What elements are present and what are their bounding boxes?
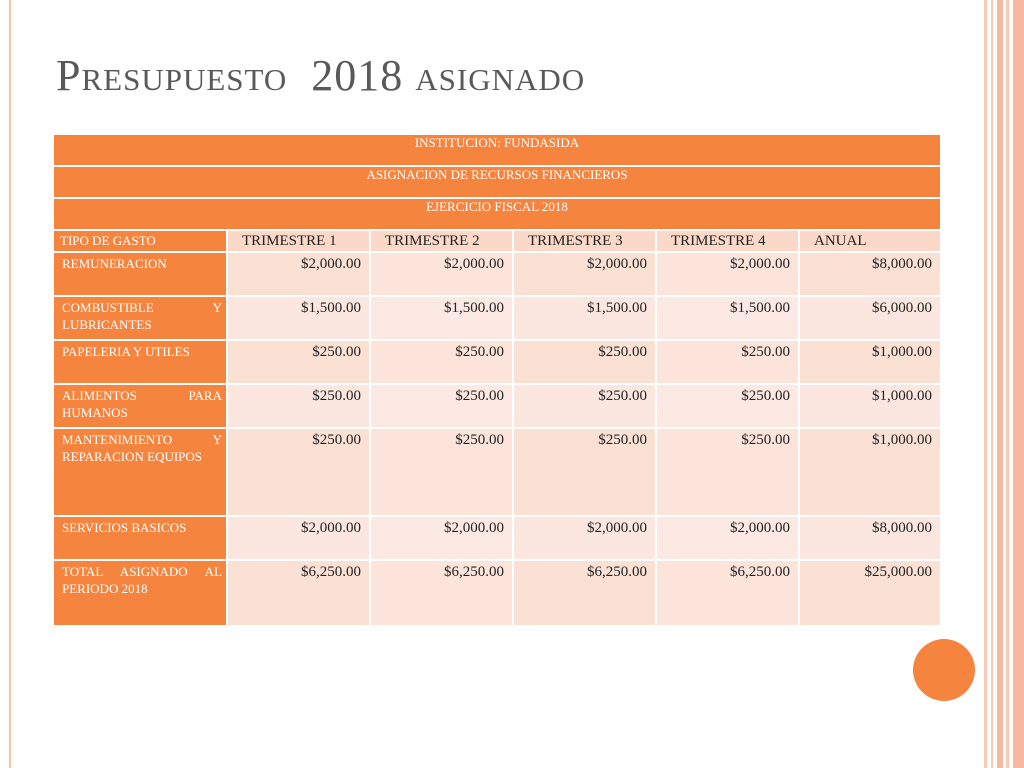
cell-value: $2,000.00 [513,516,656,560]
cell-value: $6,250.00 [227,560,370,626]
column-header-q1: TRIMESTRE 1 [227,230,370,252]
cell-value: $2,000.00 [227,516,370,560]
cell-value: $2,000.00 [656,252,799,296]
cell-value: $2,000.00 [370,252,513,296]
table-row [53,516,941,560]
slide-title: Presupuesto 2018 asignado [56,51,586,100]
cell-value: $250.00 [227,384,370,428]
cell-value: $2,000.00 [227,252,370,296]
cell-value: $6,250.00 [513,560,656,626]
header-row-fiscal-year [53,198,941,230]
table-row-total [53,560,941,626]
cell-value: $1,500.00 [513,296,656,340]
cell-value: $1,500.00 [227,296,370,340]
budget-table [52,133,942,627]
cell-value: $250.00 [227,428,370,516]
cell-value: $1,000.00 [799,384,941,428]
header-cell: ASIGNACION DE RECURSOS FINANCIEROS [53,166,941,198]
table-row [53,252,941,296]
table-row [53,296,941,340]
cell-value: $6,250.00 [370,560,513,626]
header-cell: EJERCICIO FISCAL 2018 [53,198,941,230]
cell-value: $250.00 [513,428,656,516]
header-cell: INSTITUCION: FUNDASIDA [53,134,941,166]
cell-value: $250.00 [227,340,370,384]
cell-value: $2,000.00 [513,252,656,296]
cell-value: $250.00 [370,340,513,384]
left-border-line [9,0,11,768]
cell-value: $2,000.00 [656,516,799,560]
cell-value: $250.00 [656,384,799,428]
row-label: SERVICIOS BASICOS [53,516,227,560]
cell-value: $1,500.00 [656,296,799,340]
cell-value: $8,000.00 [799,516,941,560]
row-label: TOTAL ASIGNADO AL PERIODO 2018 [53,560,227,626]
column-header-expense-type: TIPO DE GASTO [53,230,227,252]
row-label: PAPELERIA Y UTILES [53,340,227,384]
cell-value: $250.00 [656,340,799,384]
cell-value: $250.00 [656,428,799,516]
cell-value: $25,000.00 [799,560,941,626]
cell-value: $250.00 [370,428,513,516]
column-header-annual: ANUAL [799,230,941,252]
row-label: COMBUSTIBLE Y LUBRICANTES [53,296,227,340]
header-row-allocation [53,166,941,198]
table-row [53,340,941,384]
cell-value: $2,000.00 [370,516,513,560]
column-header-q2: TRIMESTRE 2 [370,230,513,252]
cell-value: $250.00 [370,384,513,428]
cell-value: $8,000.00 [799,252,941,296]
cell-value: $1,500.00 [370,296,513,340]
row-label: MANTENIMIENTO Y REPARACION EQUIPOS [53,428,227,516]
right-decorative-bars [984,0,1024,768]
decorative-circle [913,639,975,701]
cell-value: $6,000.00 [799,296,941,340]
header-row-institution [53,134,941,166]
table-row [53,428,941,516]
cell-value: $1,000.00 [799,340,941,384]
table-row [53,384,941,428]
column-header-q3: TRIMESTRE 3 [513,230,656,252]
cell-value: $250.00 [513,340,656,384]
row-label: REMUNERACION [53,252,227,296]
column-header-row [53,230,941,252]
row-label: ALIMENTOS PARA HUMANOS [53,384,227,428]
column-header-q4: TRIMESTRE 4 [656,230,799,252]
cell-value: $250.00 [513,384,656,428]
cell-value: $1,000.00 [799,428,941,516]
cell-value: $6,250.00 [656,560,799,626]
